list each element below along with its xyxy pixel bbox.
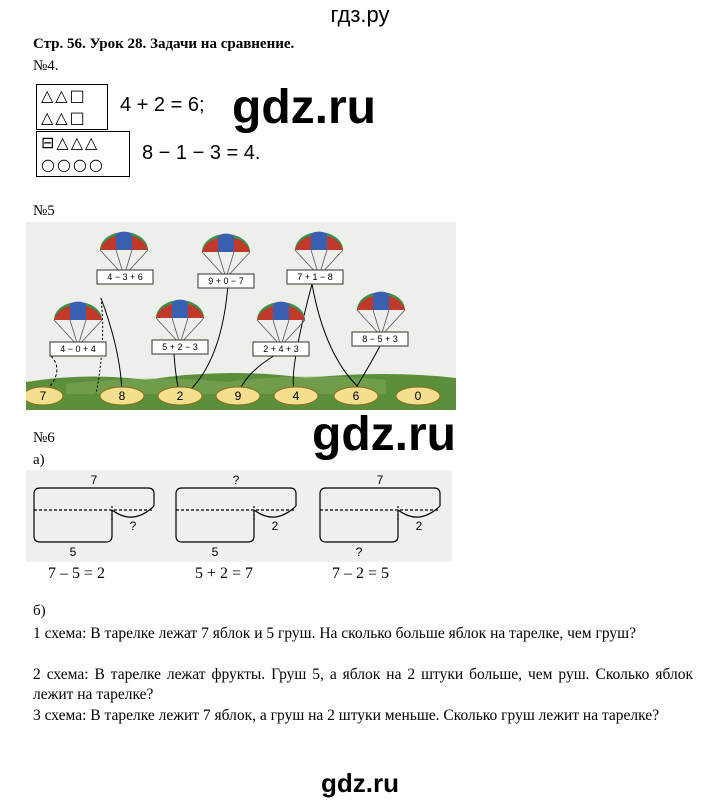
- scheme-text-1: 1 схема: В тарелке лежат 7 яблок и 5 груш. На сколько больше яблок на тарелке, чем груш?: [33, 625, 636, 642]
- parachute-expr: 4 − 0 + 4: [60, 344, 96, 354]
- parachute-expr: 2 + 4 + 3: [263, 344, 299, 354]
- answer-oval: 9: [234, 389, 242, 403]
- parachute-expr: 4 − 3 + 6: [107, 272, 143, 282]
- task6-sub-b: б): [33, 603, 46, 619]
- answer-oval: 7: [39, 389, 47, 403]
- scheme-top-label: 7: [376, 473, 384, 487]
- parachute-expr: 9 + 0 − 7: [208, 276, 244, 286]
- answer-oval: 4: [292, 389, 300, 403]
- scheme-text-2: 2 схема: В тарелке лежат фрукты. Груш 5, а яблок на 2 штуки больше, чем руш. Сколько яблок лежит на тарелке?: [33, 666, 693, 703]
- site-title: гдз.ру: [330, 2, 390, 27]
- watermark: gdz.ru: [312, 408, 456, 461]
- scheme-diff-label: 2: [271, 519, 279, 533]
- page-heading: Стр. 56. Урок 28. Задачи на сравнение.: [33, 36, 295, 52]
- parachute-expr: 5 + 2 − 3: [162, 342, 198, 352]
- answer-oval: 8: [118, 389, 126, 403]
- answer-oval: 0: [414, 389, 422, 403]
- scheme-top-label: 7: [90, 473, 98, 487]
- task4-equation-2: 8 − 1 − 3 = 4.: [142, 142, 261, 164]
- parachute-illustration: [26, 222, 456, 410]
- task4-figure-2: [36, 131, 130, 177]
- task5-label: №5: [33, 203, 55, 219]
- task4-figure-1: [36, 84, 108, 130]
- shapes-row: △△□: [41, 108, 87, 127]
- scheme-bottom-label: 5: [211, 545, 219, 559]
- task6-sub-a: а): [33, 452, 45, 468]
- task6-label: №6: [33, 430, 55, 446]
- answer-oval: 6: [352, 389, 360, 403]
- parachute-expr: 8 − 5 + 3: [362, 334, 398, 344]
- parachute-expr: 7 + 1 − 8: [297, 272, 333, 282]
- scheme-diff-label: ?: [129, 519, 137, 533]
- scheme-bottom-label: ?: [355, 545, 363, 559]
- scheme-equation: 5 + 2 = 7: [195, 565, 254, 582]
- scheme-bottom-label: 5: [69, 545, 77, 559]
- shapes-row: ○○○○: [41, 155, 105, 174]
- scheme-text-3: 3 схема: В тарелке лежит 7 яблок, а груш на 2 штуки меньше. Сколько груш лежит на тарелке?: [33, 707, 660, 724]
- shapes-row: ⊟△△△: [41, 133, 100, 152]
- schemes-illustration: [26, 470, 452, 562]
- answer-oval: 2: [176, 389, 184, 403]
- watermark: gdz.ru: [232, 81, 376, 134]
- task4-equation-1: 4 + 2 = 6;: [120, 94, 205, 116]
- scheme-top-label: ?: [232, 473, 240, 487]
- scheme-diff-label: 2: [415, 519, 423, 533]
- scheme-equation: 7 – 2 = 5: [332, 565, 390, 582]
- scheme-equation: 7 – 5 = 2: [48, 565, 106, 582]
- shapes-row: △△□: [41, 86, 87, 105]
- watermark-bottom: gdz.ru: [321, 768, 399, 798]
- task4-label: №4.: [33, 58, 59, 74]
